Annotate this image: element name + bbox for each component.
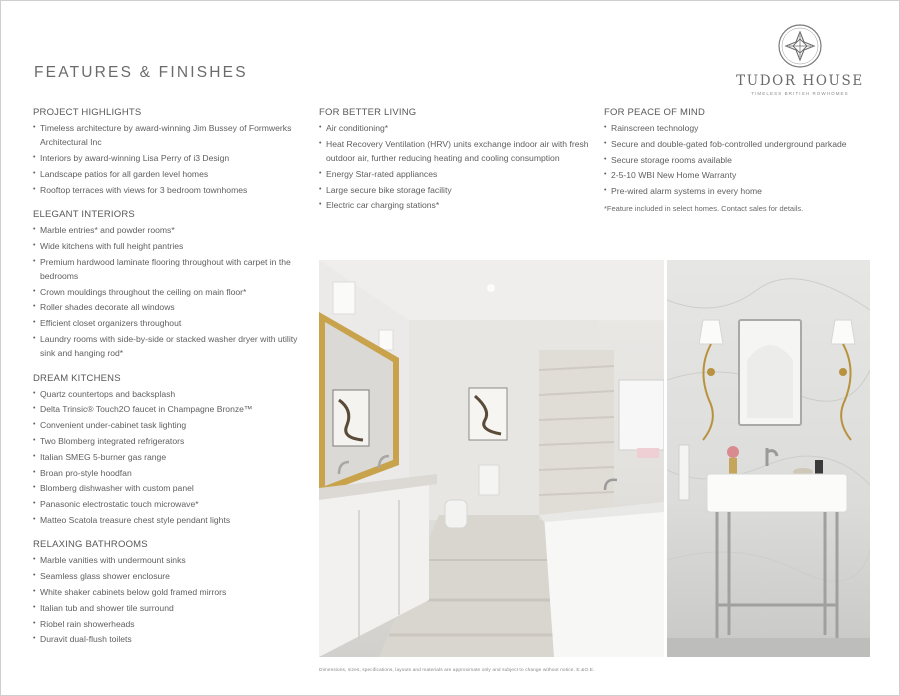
list-item: • Rooftop terraces with views for 3 bedroom townhomes: [33, 183, 303, 197]
list-item: • Interiors by award-winning Lisa Perry of i3 Design: [33, 151, 303, 165]
list-item: • Riobel rain showerheads: [33, 617, 303, 631]
list-item: • Premium hardwood laminate flooring throughout with carpet in the bedrooms: [33, 255, 303, 284]
list-item: • Crown mouldings throughout the ceiling on main floor*: [33, 285, 303, 299]
list-item: • Matteo Scatola treasure chest style pendant lights: [33, 513, 303, 527]
list-item: • Seamless glass shower enclosure: [33, 569, 303, 583]
column-left: [33, 107, 303, 659]
list-item: • Pre-wired alarm systems in every home: [604, 184, 874, 198]
feature-list: [33, 553, 303, 646]
section-heading: RELAXING BATHROOMS: [33, 539, 148, 551]
section-elegant-interiors: [33, 209, 303, 361]
feature-list: [33, 121, 303, 197]
section-dream-kitchens: [33, 373, 303, 528]
section-heading: FOR PEACE OF MIND: [604, 107, 706, 118]
list-item: • Blomberg dishwasher with custom panel: [33, 481, 303, 495]
logo: [725, 23, 875, 96]
list-item: • Heat Recovery Ventilation (HRV) units exchange indoor air with fresh outdoor air, further reducing heating and cooling consumption: [319, 137, 589, 166]
list-item: • Italian tub and shower tile surround: [33, 601, 303, 615]
logo-tagline: TIMELESS BRITISH ROWHOMES: [751, 91, 849, 96]
tudor-house-emblem-icon: [777, 23, 823, 69]
bathroom-illustration: [319, 260, 664, 657]
section-heading: FOR BETTER LIVING: [319, 107, 417, 118]
section-project-highlights: [33, 107, 303, 197]
list-item: • 2-5-10 WBI New Home Warranty: [604, 168, 874, 182]
list-item: • Secure and double-gated fob-controlled underground parkade: [604, 137, 874, 151]
feature-list: [319, 121, 589, 213]
list-item: • Delta Trinsic® Touch2O faucet in Champagne Bronze™: [33, 402, 303, 416]
powder-room-photo: [667, 260, 870, 657]
list-item: • Electric car charging stations*: [319, 198, 589, 212]
list-item: • Energy Star-rated appliances: [319, 167, 589, 181]
list-item: • White shaker cabinets below gold framed mirrors: [33, 585, 303, 599]
section-heading: DREAM KITCHENS: [33, 372, 121, 384]
list-item: • Rainscreen technology: [604, 121, 874, 135]
list-item: • Timeless architecture by award-winning Jim Bussey of Formwerks Architectural Inc: [33, 121, 303, 150]
list-item: • Panasonic electrostatic touch microwave*: [33, 497, 303, 511]
list-item: • Air conditioning*: [319, 121, 589, 135]
list-item: • Broan pro-style hoodfan: [33, 466, 303, 480]
list-item: • Landscape patios for all garden level homes: [33, 167, 303, 181]
list-item: • Secure storage rooms available: [604, 153, 874, 167]
feature-list: [33, 387, 303, 528]
list-item: • Quartz countertops and backsplash: [33, 387, 303, 401]
list-item: • Large secure bike storage facility: [319, 183, 589, 197]
disclaimer: Dimensions, sizes, specifications, layouts and materials are approximate only and subject to change without notice. E.&O.E.: [319, 668, 595, 673]
column-middle: [319, 107, 589, 225]
column-right: [604, 107, 874, 225]
list-item: • Italian SMEG 5-burner gas range: [33, 450, 303, 464]
list-item: • Duravit dual-flush toilets: [33, 632, 303, 646]
section-heading: ELEGANT INTERIORS: [33, 208, 135, 220]
list-item: • Laundry rooms with side-by-side or stacked washer dryer with utility sink and hanging rod*: [33, 332, 303, 361]
logo-name: TUDOR HOUSE: [736, 73, 864, 89]
page-title: FEATURES & FINISHES: [34, 64, 248, 81]
list-item: • Convenient under-cabinet task lighting: [33, 418, 303, 432]
section-peace-of-mind: [604, 107, 874, 213]
section-heading: PROJECT HIGHLIGHTS: [33, 107, 142, 118]
list-item: • Marble entries* and powder rooms*: [33, 223, 303, 237]
feature-list: [604, 121, 874, 198]
feature-list: [33, 223, 303, 361]
list-item: • Marble vanities with undermount sinks: [33, 553, 303, 567]
section-relaxing-bathrooms: [33, 539, 303, 646]
bathroom-photo: [319, 260, 664, 657]
section-better-living: [319, 107, 589, 213]
powder-room-illustration: [667, 260, 870, 657]
list-item: • Two Blomberg integrated refrigerators: [33, 434, 303, 448]
list-item: • Efficient closet organizers throughout: [33, 316, 303, 330]
footnote: *Feature included in select homes. Contact sales for details.: [604, 204, 804, 214]
list-item: • Wide kitchens with full height pantries: [33, 239, 303, 253]
list-item: • Roller shades decorate all windows: [33, 300, 303, 314]
